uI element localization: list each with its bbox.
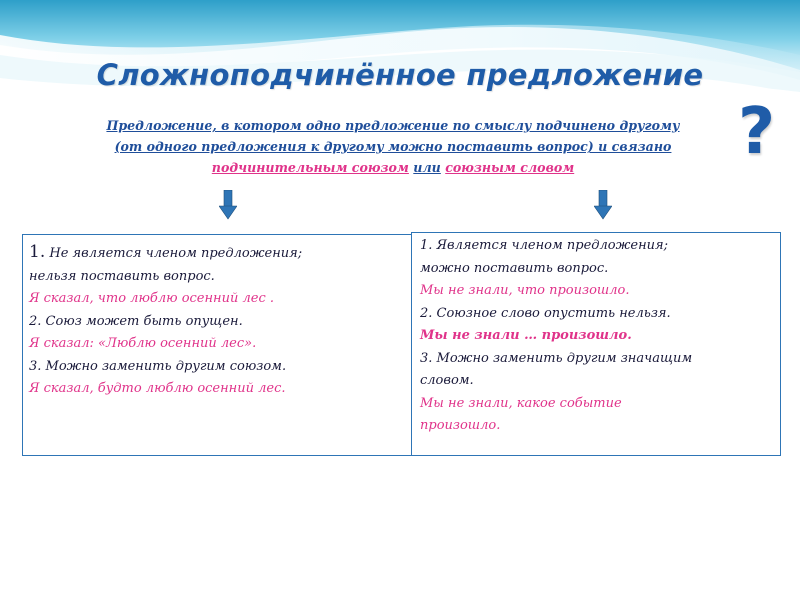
definition-line-1: Предложение, в котором одно предложение по смыслу подчинено другому <box>106 118 680 133</box>
slide-title: Сложноподчинённое предложение <box>96 58 704 92</box>
example-line: Мы не знали … произошло. <box>420 328 632 343</box>
example-line: Мы не знали, какое событие <box>420 395 622 411</box>
arrow-down-icon <box>594 190 612 220</box>
rule-line: 1. Является членом предложения; <box>420 238 669 253</box>
example-line: Я сказал, что люблю осенний лес . <box>29 291 275 306</box>
conjunction-box <box>22 234 414 456</box>
definition-line-2: (от одного предложения к другому можно поставить вопрос) и связано <box>114 139 672 154</box>
example-line: произошло. <box>420 418 501 433</box>
example-line: Я сказал: «Люблю осенний лес». <box>29 336 257 351</box>
rule-line: 2. Союз может быть опущен. <box>29 313 243 329</box>
rule-line: 1. Не является членом предложения; <box>29 242 303 262</box>
arrow-down-icon <box>219 190 237 220</box>
link-subordinating-conjunction: подчинительным союзом <box>211 160 409 175</box>
example-line: Мы не знали, что произошло. <box>420 283 630 298</box>
rule-number: 1. <box>29 242 46 262</box>
conjunctive-word-box <box>411 232 781 456</box>
definition-or: или <box>413 160 441 175</box>
rule-line: 3. Можно заменить другим союзом. <box>29 358 287 374</box>
example-line: Я сказал, будто люблю осенний лес. <box>29 381 286 396</box>
rule-line: 2. Союзное слово опустить нельзя. <box>420 305 671 321</box>
question-mark-icon: ? <box>738 95 776 169</box>
definition-text <box>58 115 728 178</box>
rule-line: 3. Можно заменить другим значащим <box>420 350 693 366</box>
rule-line: нельзя поставить вопрос. <box>29 268 215 284</box>
link-conjunctive-word: союзным словом <box>445 160 575 175</box>
rule-line: словом. <box>420 373 474 388</box>
rule-line: можно поставить вопрос. <box>420 260 609 276</box>
